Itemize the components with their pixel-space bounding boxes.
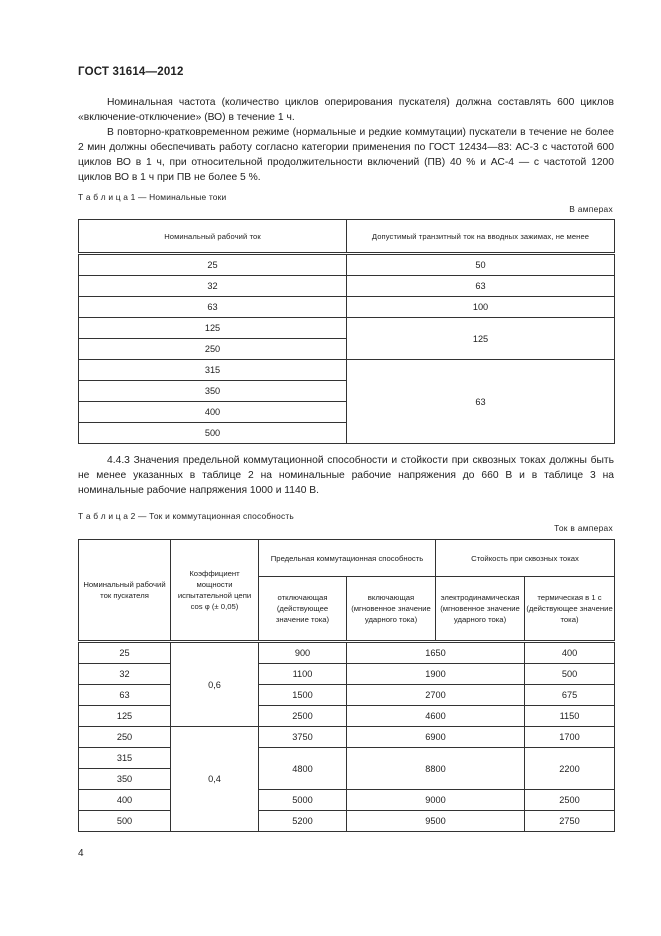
table2-cell: 350: [79, 769, 171, 790]
table2-cell: 5000: [259, 790, 347, 811]
table2-cell: 2200: [525, 748, 615, 790]
table2-header-coef: Коэффициент мощности испытательной цепи cos φ (± 0,05): [171, 540, 259, 642]
table-row: [79, 297, 615, 318]
table-row: [79, 790, 615, 811]
table2-cell: 0,4: [171, 727, 259, 832]
table2-cell: 1150: [525, 706, 615, 727]
table2-cell: 400: [79, 790, 171, 811]
table2-header-off: отключающая (действующее значение тока): [259, 577, 347, 642]
table2-cell: 500: [79, 811, 171, 832]
page-number: 4: [78, 848, 84, 859]
table1-cell: 350: [79, 381, 347, 402]
table-row: [79, 276, 615, 297]
table2-cell: 8800: [347, 748, 525, 790]
table1-cell: 50: [347, 254, 615, 276]
intro-paragraph-2: В повторно-кратковременном режиме (нормальные и редкие коммутации) пускатели в течение не более 2 мин должны обеспечивать работу согласно категории применения по ГОСТ 12434—83: АС-3 с частотой 600 циклов ВО в 1 ч, при относительной продолжительности включений (ПВ) 40 % и АС-4 — с частотой 1200 циклов ВО в 1 ч при ПВ не более 5 %.: [78, 127, 614, 183]
table2-header-electro: электродинамическая (мгновенное значение ударного тока): [436, 577, 525, 642]
table2-cell: 315: [79, 748, 171, 769]
table2-cell: 9000: [347, 790, 525, 811]
table2-cell: 4600: [347, 706, 525, 727]
table2-cell: 63: [79, 685, 171, 706]
table-row: [79, 727, 615, 748]
table1-cell: 25: [79, 254, 347, 276]
table1-cell: 63: [79, 297, 347, 318]
table1-cell: 400: [79, 402, 347, 423]
document-header: ГОСТ 31614—2012: [78, 66, 184, 78]
table2-cell: 5200: [259, 811, 347, 832]
table1-cell: 250: [79, 339, 347, 360]
table-row: [79, 685, 615, 706]
table2-cell: 25: [79, 642, 171, 664]
table2-header-withstand: Стойкость при сквозных токах: [436, 540, 615, 577]
table2-cell: 675: [525, 685, 615, 706]
table2-cell: 1700: [525, 727, 615, 748]
table-current-switching: [78, 539, 615, 832]
table-row: [79, 664, 615, 685]
table2-cell: 9500: [347, 811, 525, 832]
table1-header-transit: Допустимый транзитный ток на вводных зажимах, не менее: [347, 220, 615, 254]
table2-header-on: включающая (мгновенное значение ударного тока): [347, 577, 436, 642]
section-text: [78, 453, 614, 498]
table2-caption: Т а б л и ц а 2 — Ток и коммутационная способность: [78, 511, 294, 521]
table2-cell: 4800: [259, 748, 347, 790]
table1-caption: Т а б л и ц а 1 — Номинальные токи: [78, 192, 227, 202]
table2-cell: 250: [79, 727, 171, 748]
table2-cell: 0,6: [171, 642, 259, 727]
table1-cell: 500: [79, 423, 347, 444]
intro-paragraph-1: Номинальная частота (количество циклов оперирования пускателя) должна составлять 600 циклов «включение-отключение» (ВО) в течение 1 ч.: [78, 97, 614, 123]
table-row: [79, 642, 615, 664]
table1-cell: 32: [79, 276, 347, 297]
table-row: [79, 706, 615, 727]
table2-cell: 2700: [347, 685, 525, 706]
table2-cell: 400: [525, 642, 615, 664]
table2-cell: 32: [79, 664, 171, 685]
table1-cell: 315: [79, 360, 347, 381]
table-row: [79, 318, 615, 339]
table2-cell: 900: [259, 642, 347, 664]
table2-header-thermal: термическая в 1 с (действующее значение тока): [525, 577, 615, 642]
table2-cell: 2750: [525, 811, 615, 832]
table1-cell: 100: [347, 297, 615, 318]
table2-cell: 125: [79, 706, 171, 727]
table2-header-current: Номинальный рабочий ток пускателя: [79, 540, 171, 642]
intro-text: [78, 95, 614, 185]
table1-units: В амперах: [569, 204, 613, 214]
table2-cell: 1650: [347, 642, 525, 664]
table2-cell: 1500: [259, 685, 347, 706]
section-4-4-3: 4.4.3 Значения предельной коммутационной способности и стойкости при сквозных токах должны быть не менее указанных в таблице 2 на номинальные рабочие напряжения до 660 В и в таблице 3 на номинальные рабочие напряжения 1000 и 1140 В.: [78, 455, 614, 496]
table2-cell: 6900: [347, 727, 525, 748]
table-nominal-currents: [78, 219, 615, 444]
table1-header-current: Номинальный рабочий ток: [79, 220, 347, 254]
table-row: [79, 254, 615, 276]
table-row: [79, 360, 615, 381]
table2-cell: 500: [525, 664, 615, 685]
table2-cell: 2500: [259, 706, 347, 727]
table2-cell: 2500: [525, 790, 615, 811]
table2-units: Ток в амперах: [554, 523, 613, 533]
table1-cell: 63: [347, 360, 615, 444]
table1-cell: 125: [79, 318, 347, 339]
table1-cell: 125: [347, 318, 615, 360]
table2-header-limit: Предельная коммутационная способность: [259, 540, 436, 577]
table-row: [79, 748, 615, 769]
table2-cell: 1100: [259, 664, 347, 685]
table-row: [79, 811, 615, 832]
table2-cell: 3750: [259, 727, 347, 748]
table2-cell: 1900: [347, 664, 525, 685]
table1-cell: 63: [347, 276, 615, 297]
